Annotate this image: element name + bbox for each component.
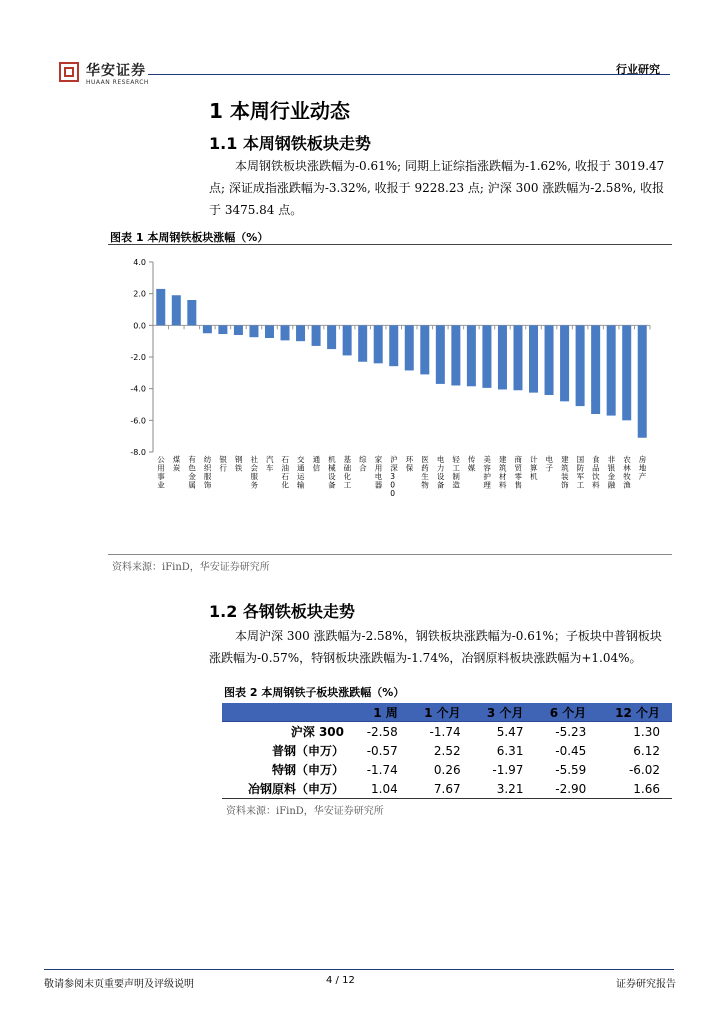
table-cell: 7.67 <box>410 779 473 799</box>
y-tick-label: 0.0 <box>133 321 146 331</box>
chart-bar <box>358 325 367 361</box>
chart-bar <box>374 325 383 363</box>
x-tick-label: 房地产 <box>638 455 647 481</box>
table-cell: 0.26 <box>433 762 461 777</box>
chart-bar <box>482 325 491 388</box>
row-label: 冶钢原料（申万） <box>222 779 354 799</box>
figure-1-source: 资料来源：iFinD，华安证券研究所 <box>112 562 270 573</box>
x-tick-label: 钢铁 <box>234 455 243 473</box>
x-tick-label: 轻工制造 <box>452 455 460 490</box>
chart-bar <box>560 325 569 401</box>
footer-disclaimer: 敬请参阅末页重要声明及评级说明 <box>44 979 194 990</box>
table-row <box>222 722 672 742</box>
table-cell: 1.66 <box>598 779 672 799</box>
figure-1-top-rule <box>108 244 672 245</box>
x-tick-label: 家用电器 <box>374 455 383 490</box>
chart-bar <box>187 300 196 325</box>
table-cell: 3.21 <box>473 779 536 799</box>
sector-returns-table <box>222 703 672 799</box>
table-cell: -2.58 <box>366 724 398 739</box>
chart-bar <box>312 325 321 346</box>
table-row <box>222 741 672 760</box>
chart-bar <box>420 325 429 374</box>
table-cell: 1.04 <box>354 779 410 799</box>
x-tick-label: 基础化工 <box>343 455 352 490</box>
chart-bar <box>451 325 460 385</box>
chart-bar <box>436 325 445 384</box>
x-tick-label: 石油石化 <box>281 455 290 490</box>
table-header-cell: 1 个月 <box>410 703 473 722</box>
x-tick-label: 计算机 <box>530 455 538 481</box>
chart-bar <box>218 325 227 334</box>
figure-1-bottom-rule <box>108 554 672 555</box>
y-tick-label: 2.0 <box>133 289 146 299</box>
x-tick-label: 美容护理 <box>483 455 491 490</box>
subsection-title-1: 1.1 本周钢铁板块走势 <box>209 134 371 153</box>
company-logo-icon <box>59 62 79 82</box>
chart-bar <box>156 289 165 325</box>
subsection-title-2: 1.2 各钢铁板块走势 <box>209 602 355 621</box>
report-category: 行业研究 <box>616 63 660 76</box>
x-tick-label: 机械设备 <box>328 455 336 490</box>
table-cell: -5.23 <box>555 724 587 739</box>
chart-bar <box>343 325 352 355</box>
x-tick-label: 环保 <box>405 455 414 473</box>
x-tick-label: 综合 <box>359 455 367 473</box>
chart-bar <box>529 325 538 392</box>
company-logo-subtext: HUAAN RESEARCH <box>86 79 149 86</box>
table-cell: 2.52 <box>433 743 461 758</box>
table-cell: -6.02 <box>628 762 660 777</box>
x-tick-label: 通信 <box>312 455 321 473</box>
paragraph-1-text: 本周钢铁板块涨跌幅为-0.61%; 同期上证综指涨跌幅为-1.62%, 收报于 3019.47点; 深证成指涨跌幅为-3.32%, 收报于 9228.23 点; 沪深 300 涨跌幅为-2.58%, 收报于 3475.84 点。 <box>209 159 665 217</box>
table-header-cell: 1 周 <box>354 703 410 722</box>
chart-bar <box>327 325 336 349</box>
table-cell: -1.97 <box>492 762 524 777</box>
chart-bar <box>591 325 600 414</box>
table-header-cell: 3 个月 <box>473 703 536 722</box>
footer-rule <box>44 969 674 970</box>
table-header-cell <box>222 703 354 722</box>
chart-bar <box>498 325 507 389</box>
chart-bar <box>545 325 554 395</box>
y-tick-label: 4.0 <box>133 258 146 267</box>
x-tick-label: 沪深 3 0 0 <box>390 455 398 498</box>
table-cell: -1.74 <box>366 762 398 777</box>
chart-bar <box>576 325 585 406</box>
chart-bar <box>265 325 274 338</box>
row-label: 沪深 300 <box>290 725 344 739</box>
table-header-cell: 12 个月 <box>598 703 672 722</box>
chart-bar <box>389 325 398 366</box>
table-cell: 6.31 <box>496 743 524 758</box>
x-tick-label: 电力设备 <box>436 455 445 490</box>
paragraph-2-text: 本周沪深 300 涨跌幅为-2.58%，钢铁板块涨跌幅为-0.61%；子板块中普钢板块涨跌幅为-0.57%，特钢板块涨跌幅为-1.74%，冶钢原料板块涨跌幅为+1.04%。 <box>209 629 662 665</box>
table-cell: 1.30 <box>633 724 660 739</box>
figure-2-source: 资料来源：iFinD，华安证券研究所 <box>226 806 384 817</box>
section-title: 1 本周行业动态 <box>209 99 350 123</box>
x-tick-label: 有色金属 <box>188 455 196 490</box>
x-tick-label: 纺织服饰 <box>203 455 212 490</box>
x-tick-label: 建筑装饰 <box>561 455 569 490</box>
y-tick-label: -2.0 <box>130 353 146 362</box>
chart-bar <box>513 325 522 390</box>
x-tick-label: 商贸零售 <box>514 455 522 490</box>
chart-bar <box>249 325 258 337</box>
x-tick-label: 非银金融 <box>607 455 616 490</box>
table-cell: 6.12 <box>633 743 660 758</box>
x-tick-label: 医药生物 <box>421 455 429 490</box>
table-header-cell: 6 个月 <box>535 703 598 722</box>
x-tick-label: 银行 <box>219 455 227 473</box>
table-header-row <box>222 703 672 722</box>
table-cell: -1.74 <box>429 724 461 739</box>
chart-bar <box>638 325 647 437</box>
x-tick-label: 公用事业 <box>157 455 165 490</box>
chart-bar <box>203 325 212 333</box>
table-cell: -2.90 <box>535 779 598 799</box>
x-tick-label: 汽车 <box>265 455 274 473</box>
chart-bar <box>172 295 181 325</box>
table-cell: -5.59 <box>555 762 587 777</box>
paragraph-1 <box>209 155 672 221</box>
table-cell: -0.45 <box>555 743 587 758</box>
table-row <box>222 760 672 779</box>
table-row <box>222 779 672 799</box>
figure-2-title: 图表 2 本周钢铁子板块涨跌幅（%） <box>224 686 405 699</box>
x-tick-label: 交通运输 <box>297 455 305 490</box>
paragraph-2 <box>209 625 672 669</box>
x-tick-label: 国防军工 <box>576 455 585 490</box>
page-number: 4 / 12 <box>326 975 355 986</box>
company-logo-text: 华安证券 <box>86 63 146 79</box>
chart-bar <box>281 325 290 340</box>
header-rule <box>148 74 670 75</box>
x-tick-label: 传媒 <box>467 455 476 473</box>
x-tick-label: 农林牧渔 <box>623 455 631 490</box>
chart-bar <box>234 325 243 335</box>
x-tick-label: 建筑材料 <box>498 455 507 490</box>
table-cell: 5.47 <box>496 724 524 739</box>
row-label: 普钢（申万） <box>271 744 344 758</box>
x-tick-label: 食品饮料 <box>592 455 600 490</box>
bar-chart <box>108 248 672 548</box>
chart-bar <box>467 325 476 386</box>
x-tick-label: 社会服务 <box>250 455 258 490</box>
chart-bar <box>607 325 616 415</box>
x-tick-label: 电子 <box>545 455 554 473</box>
x-tick-label: 煤炭 <box>172 455 181 473</box>
chart-bar <box>622 325 631 420</box>
y-tick-label: -6.0 <box>130 416 146 426</box>
table-cell: -0.57 <box>366 743 398 758</box>
chart-bar <box>296 325 305 341</box>
y-tick-label: -8.0 <box>130 448 146 457</box>
footer-report-type: 证券研究报告 <box>616 979 676 990</box>
chart-bar <box>405 325 414 370</box>
y-tick-label: -4.0 <box>130 384 146 394</box>
figure-1-title: 图表 1 本周钢铁板块涨幅（%） <box>110 231 269 244</box>
row-label: 特钢（申万） <box>271 763 344 777</box>
